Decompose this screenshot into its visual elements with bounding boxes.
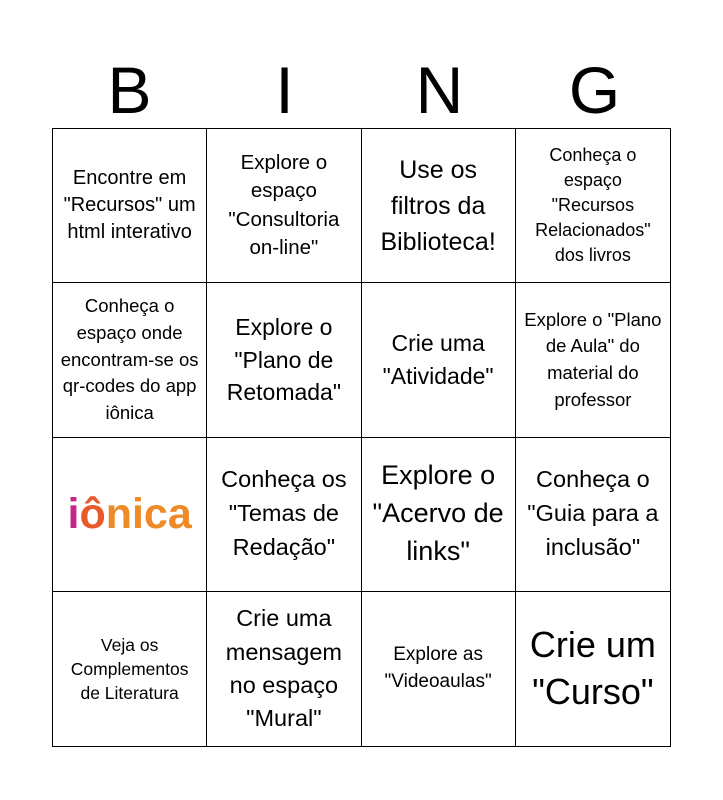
cell-text: Explore o "Plano de Aula" do material do professor <box>524 308 662 410</box>
cell-text: Conheça os "Temas de Redação" <box>221 466 347 561</box>
cell-text: Encontre em "Recursos" um html interativo <box>63 166 196 244</box>
cell-text: Explore o "Plano de Retomada" <box>226 313 342 406</box>
bingo-cell[interactable] <box>53 592 207 746</box>
bingo-cell[interactable] <box>207 438 361 592</box>
bingo-cell[interactable] <box>516 129 670 283</box>
bingo-cell[interactable] <box>362 283 516 437</box>
bingo-cell[interactable] <box>362 129 516 283</box>
cell-text: Conheça o espaço onde encontram-se os qr-codes do app iônica <box>60 295 199 423</box>
bingo-cell[interactable] <box>207 129 361 283</box>
header-letter-g: G <box>568 53 621 127</box>
cell-text: Conheça o "Guia para a inclusão" <box>527 466 659 561</box>
bingo-card-grid <box>52 128 671 747</box>
header-letter-n: N <box>415 53 464 127</box>
logo-part-o: ô <box>79 489 106 538</box>
bingo-cell[interactable] <box>53 283 207 437</box>
logo-part-i: i <box>67 489 80 538</box>
cell-text: Explore as "Videoaulas" <box>384 643 492 692</box>
bingo-cell[interactable] <box>53 129 207 283</box>
cell-text: Crie uma mensagem no espaço "Mural" <box>225 605 342 732</box>
logo-part-nica: nica <box>105 489 192 538</box>
cell-text: Crie uma "Atividade" <box>382 330 494 389</box>
cell-text: Crie um "Curso" <box>529 624 656 712</box>
header-letter-i: I <box>275 53 294 127</box>
bingo-header <box>52 52 671 128</box>
bingo-cell[interactable] <box>207 283 361 437</box>
bingo-cell[interactable] <box>516 283 670 437</box>
bingo-cell[interactable] <box>516 592 670 746</box>
header-letter-b: B <box>107 53 152 127</box>
cell-text: Explore o "Acervo de links" <box>372 460 504 567</box>
cell-text: Use os filtros da Biblioteca! <box>380 155 496 256</box>
bingo-cell[interactable] <box>362 592 516 746</box>
bingo-cell[interactable] <box>53 438 207 592</box>
cell-text: Conheça o espaço "Recursos Relacionados" dos livros <box>535 144 651 266</box>
bingo-cell[interactable] <box>516 438 670 592</box>
ionica-logo <box>67 489 192 538</box>
cell-text: Explore o espaço "Consultoria on-line" <box>228 151 340 259</box>
cell-text: Veja os Complementos de Literatura <box>70 634 189 703</box>
bingo-cell[interactable] <box>362 438 516 592</box>
bingo-cell[interactable] <box>207 592 361 746</box>
